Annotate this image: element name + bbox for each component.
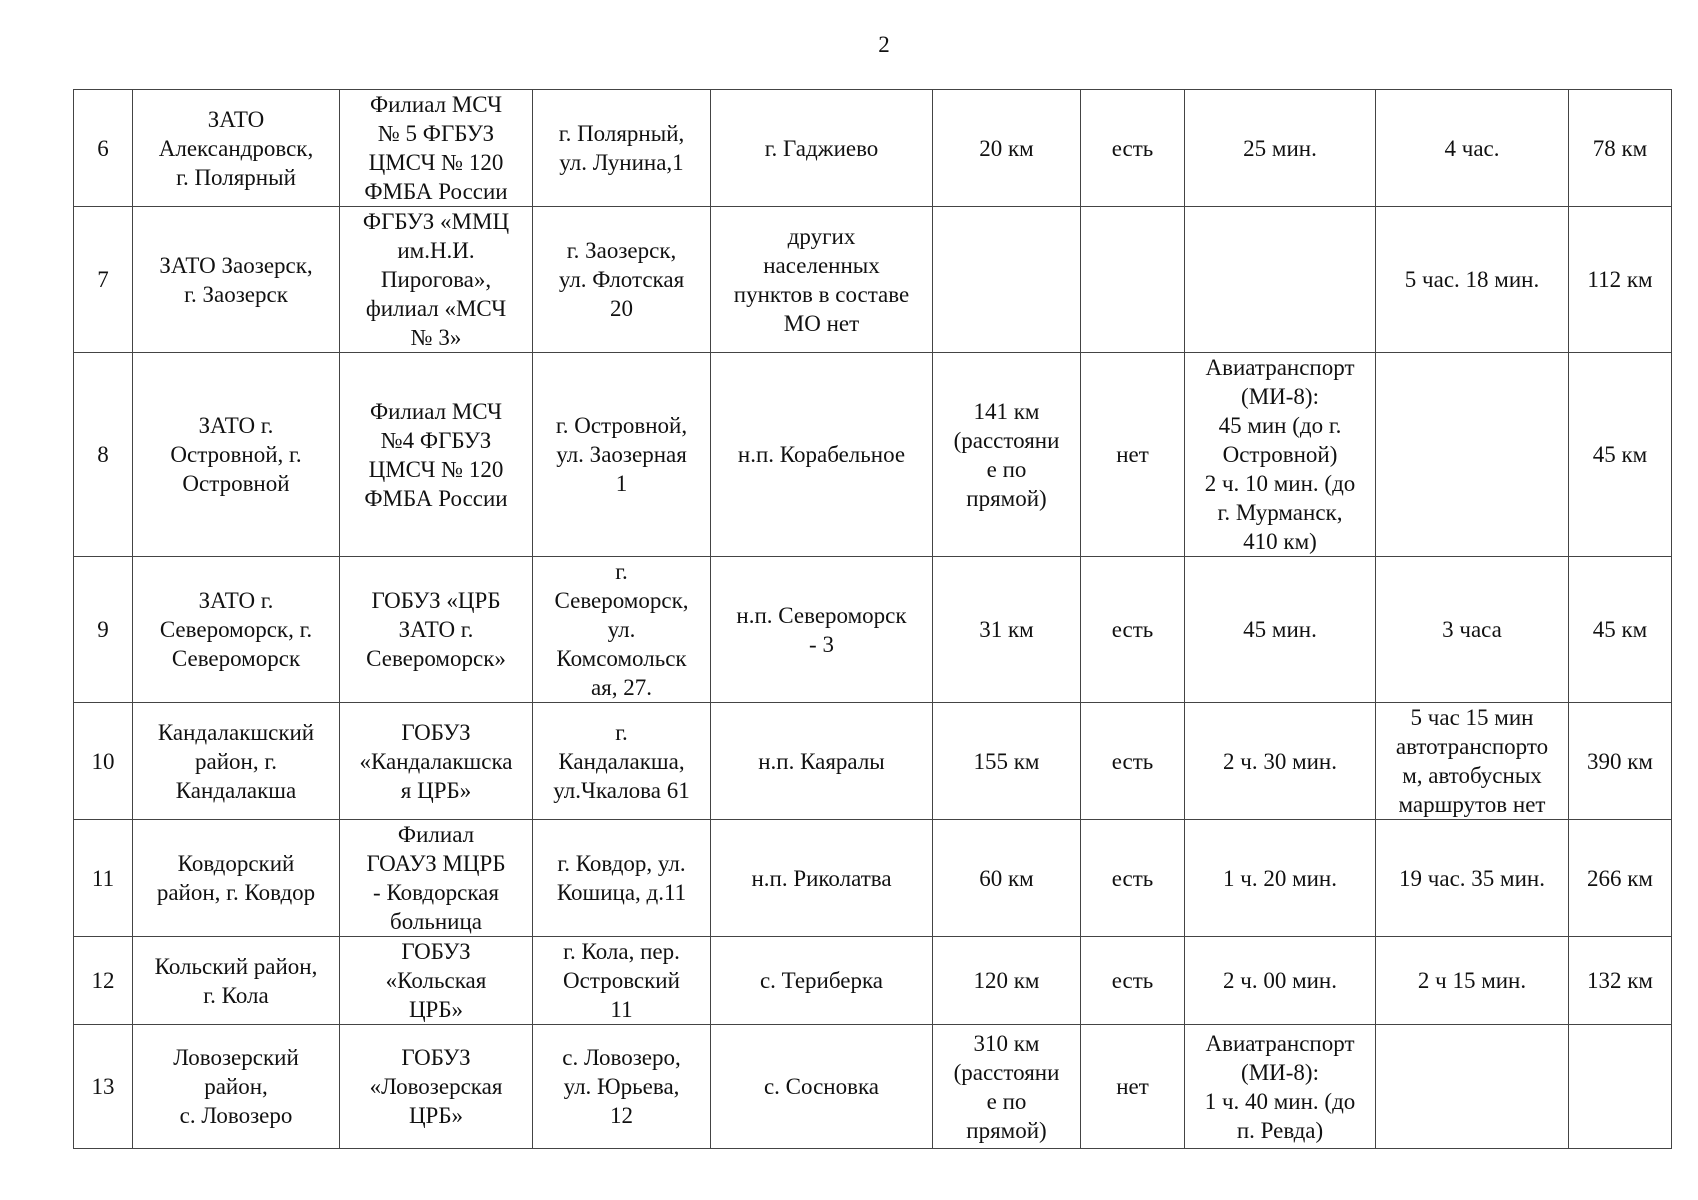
- travel-time-cell: Авиатранспорт (МИ-8): 1 ч. 40 мин. (до п. Ревда): [1185, 1025, 1376, 1149]
- settlement-cell: н.п. Риколатва: [711, 820, 933, 937]
- address-cell: с. Ловозеро, ул. Юрьева, 12: [533, 1025, 711, 1149]
- institution-cell: ГОБУЗ «Кандалакшска я ЦРБ»: [340, 703, 533, 820]
- time-to-center-cell: [1376, 1025, 1569, 1149]
- transport-cell: есть: [1081, 820, 1185, 937]
- travel-time-cell: [1185, 207, 1376, 353]
- distance-cell: 31 км: [933, 557, 1081, 703]
- distance-cell: 20 км: [933, 90, 1081, 207]
- distance-cell: 141 км (расстояни е по прямой): [933, 353, 1081, 557]
- distance-to-center-cell: 266 км: [1569, 820, 1672, 937]
- row-number-cell: 12: [74, 937, 133, 1025]
- municipality-cell: Ловозерский район, с. Ловозеро: [133, 1025, 340, 1149]
- settlement-cell: других населенных пунктов в составе МО нет: [711, 207, 933, 353]
- transport-cell: [1081, 207, 1185, 353]
- table-row: [74, 703, 1672, 820]
- institution-cell: Филиал ГОАУЗ МЦРБ - Ковдорская больница: [340, 820, 533, 937]
- address-cell: г. Островной, ул. Заозерная 1: [533, 353, 711, 557]
- time-to-center-cell: 5 час 15 мин автотранспорто м, автобусных маршрутов нет: [1376, 703, 1569, 820]
- table-row: [74, 557, 1672, 703]
- distance-to-center-cell: 78 км: [1569, 90, 1672, 207]
- distance-to-center-cell: 132 км: [1569, 937, 1672, 1025]
- row-number-cell: 11: [74, 820, 133, 937]
- time-to-center-cell: [1376, 353, 1569, 557]
- row-number-cell: 9: [74, 557, 133, 703]
- municipality-cell: ЗАТО г. Североморск, г. Североморск: [133, 557, 340, 703]
- distance-to-center-cell: 45 км: [1569, 353, 1672, 557]
- travel-time-cell: 2 ч. 00 мин.: [1185, 937, 1376, 1025]
- table-row: [74, 90, 1672, 207]
- address-cell: г. Кандалакша, ул.Чкалова 61: [533, 703, 711, 820]
- distance-cell: 120 км: [933, 937, 1081, 1025]
- travel-time-cell: 45 мин.: [1185, 557, 1376, 703]
- address-cell: г. Ковдор, ул. Кошица, д.11: [533, 820, 711, 937]
- time-to-center-cell: 2 ч 15 мин.: [1376, 937, 1569, 1025]
- row-number-cell: 8: [74, 353, 133, 557]
- time-to-center-cell: 19 час. 35 мин.: [1376, 820, 1569, 937]
- distance-to-center-cell: 112 км: [1569, 207, 1672, 353]
- table-row: [74, 820, 1672, 937]
- transport-cell: есть: [1081, 557, 1185, 703]
- distance-cell: 310 км (расстояни е по прямой): [933, 1025, 1081, 1149]
- settlement-cell: г. Гаджиево: [711, 90, 933, 207]
- travel-time-cell: Авиатранспорт (МИ-8): 45 мин (до г. Островной) 2 ч. 10 мин. (до г. Мурманск, 410 км): [1185, 353, 1376, 557]
- travel-time-cell: 1 ч. 20 мин.: [1185, 820, 1376, 937]
- row-number-cell: 7: [74, 207, 133, 353]
- municipality-cell: ЗАТО г. Островной, г. Островной: [133, 353, 340, 557]
- table-row: [74, 207, 1672, 353]
- transport-cell: есть: [1081, 937, 1185, 1025]
- institution-cell: ГОБУЗ «Кольская ЦРБ»: [340, 937, 533, 1025]
- distance-cell: 60 км: [933, 820, 1081, 937]
- table-row: [74, 1025, 1672, 1149]
- travel-time-cell: 25 мин.: [1185, 90, 1376, 207]
- address-cell: г. Кола, пер. Островский 11: [533, 937, 711, 1025]
- transport-cell: нет: [1081, 1025, 1185, 1149]
- settlement-cell: н.п. Каяралы: [711, 703, 933, 820]
- page-number: 2: [878, 32, 890, 57]
- transport-cell: есть: [1081, 90, 1185, 207]
- settlement-cell: с. Сосновка: [711, 1025, 933, 1149]
- travel-time-cell: 2 ч. 30 мин.: [1185, 703, 1376, 820]
- time-to-center-cell: 5 час. 18 мин.: [1376, 207, 1569, 353]
- settlement-cell: н.п. Североморск - 3: [711, 557, 933, 703]
- address-cell: г. Полярный, ул. Лунина,1: [533, 90, 711, 207]
- distance-to-center-cell: 45 км: [1569, 557, 1672, 703]
- distance-cell: 155 км: [933, 703, 1081, 820]
- settlement-cell: с. Териберка: [711, 937, 933, 1025]
- institution-cell: ГОБУЗ «Ловозерская ЦРБ»: [340, 1025, 533, 1149]
- row-number-cell: 10: [74, 703, 133, 820]
- institution-cell: Филиал МСЧ №4 ФГБУЗ ЦМСЧ № 120 ФМБА России: [340, 353, 533, 557]
- distance-to-center-cell: 390 км: [1569, 703, 1672, 820]
- table-row: [74, 937, 1672, 1025]
- distance-to-center-cell: [1569, 1025, 1672, 1149]
- distance-cell: [933, 207, 1081, 353]
- address-cell: г. Заозерск, ул. Флотская 20: [533, 207, 711, 353]
- institution-cell: ФГБУЗ «ММЦ им.Н.И. Пирогова», филиал «МСЧ № 3»: [340, 207, 533, 353]
- municipality-cell: Кольский район, г. Кола: [133, 937, 340, 1025]
- settlement-cell: н.п. Корабельное: [711, 353, 933, 557]
- time-to-center-cell: 3 часа: [1376, 557, 1569, 703]
- row-number-cell: 13: [74, 1025, 133, 1149]
- municipality-cell: Кандалакшский район, г. Кандалакша: [133, 703, 340, 820]
- institution-cell: Филиал МСЧ № 5 ФГБУЗ ЦМСЧ № 120 ФМБА России: [340, 90, 533, 207]
- institution-cell: ГОБУЗ «ЦРБ ЗАТО г. Североморск»: [340, 557, 533, 703]
- municipality-cell: Ковдорский район, г. Ковдор: [133, 820, 340, 937]
- municipality-cell: ЗАТО Заозерск, г. Заозерск: [133, 207, 340, 353]
- transport-cell: нет: [1081, 353, 1185, 557]
- municipality-cell: ЗАТО Александровск, г. Полярный: [133, 90, 340, 207]
- medical-facilities-table: [73, 89, 1672, 1149]
- transport-cell: есть: [1081, 703, 1185, 820]
- table-row: [74, 353, 1672, 557]
- address-cell: г. Североморск, ул. Комсомольск ая, 27.: [533, 557, 711, 703]
- time-to-center-cell: 4 час.: [1376, 90, 1569, 207]
- row-number-cell: 6: [74, 90, 133, 207]
